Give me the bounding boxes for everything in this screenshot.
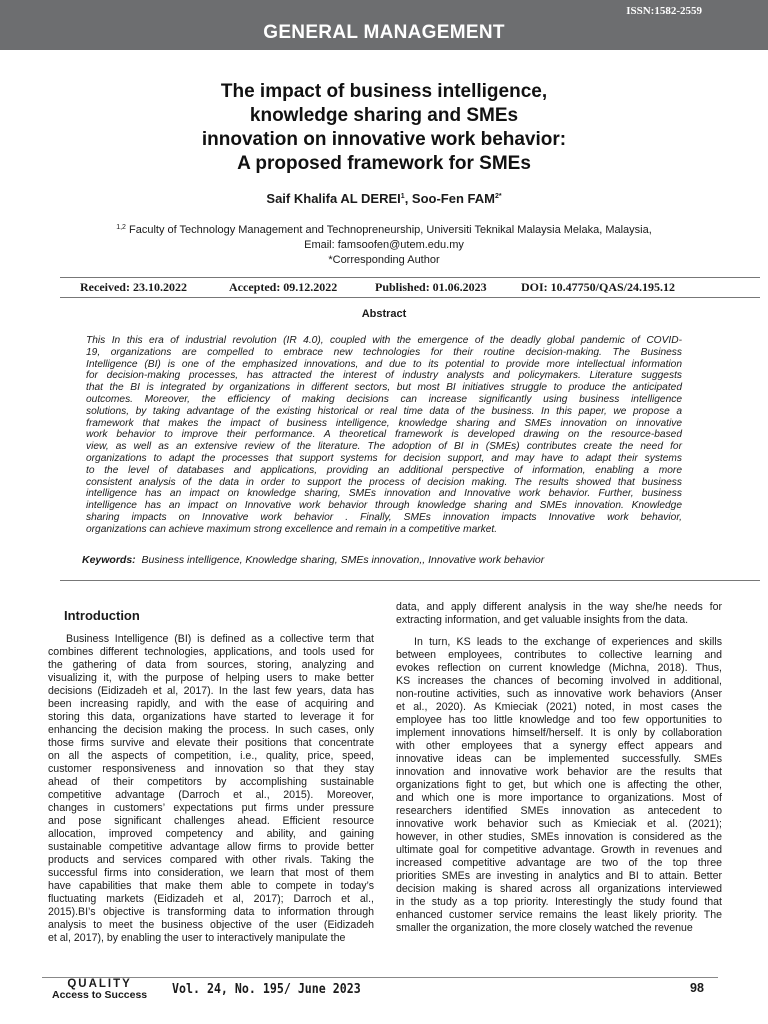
text-line: been increasing rapidly, and with the ease of acquiring and bbox=[48, 698, 374, 710]
text-line: view, as well as an extensive review of the literature. The adoption of BI in (SMEs) contributes create the need for bbox=[86, 441, 682, 453]
author-name: Saif Khalifa AL DEREI bbox=[266, 191, 401, 206]
text-line: researchers identified SMEs innovation as antecedent to bbox=[396, 805, 722, 817]
text-line: and pose significant challenges ahead. Efficient resource bbox=[48, 815, 374, 827]
right-column-continuation bbox=[396, 601, 722, 627]
text-line: et al, 2017), by enabling the user to interactively manipulate the bbox=[48, 932, 346, 944]
text-line: enhancing the decision making the process. In such cases, only bbox=[48, 724, 374, 736]
corresponding-author-note: *Corresponding Author bbox=[328, 254, 440, 266]
text-line: successful firms into consideration, we learn that most of them bbox=[48, 867, 374, 879]
text-line: organizations can achieve maximum strong excellence and remain in a competitive market. bbox=[86, 523, 498, 535]
affiliation bbox=[60, 220, 708, 268]
article-title bbox=[84, 80, 684, 176]
title-line: innovation on innovative work behavior: bbox=[201, 129, 567, 150]
keywords-text: Business intelligence, Knowledge sharing, SMEs innovation,, Innovative work behavior bbox=[141, 554, 545, 566]
text-line: In turn, KS leads to the exchange of experiences and skills bbox=[414, 636, 722, 648]
text-line: KS increases the chances of becoming involved in additional, bbox=[396, 675, 722, 687]
text-line: smaller the organization, the more closely watched the revenue bbox=[396, 922, 693, 934]
text-line: ultimate goal for competitive advantage. Growth in revenues and bbox=[396, 844, 722, 856]
journal-volume: Vol. 24, No. 195/ June 2023 bbox=[172, 981, 361, 997]
text-line: solutions, by taking advantage of the existing historical or real time data of the business. In this paper, we propose a bbox=[86, 405, 682, 417]
author-superscript: 2* bbox=[494, 193, 502, 200]
text-line: intelligence has an impact on Innovative work behavior through knowledge sharing and SMEs innovation. Knowledge bbox=[86, 500, 682, 512]
received-date: Received: 23.10.2022 bbox=[80, 280, 187, 294]
text-line: visualizing it, with the purpose of helping users to make better bbox=[48, 672, 374, 684]
text-line: priorities SMEs are investing in analytics and BI to attain. Better bbox=[396, 870, 722, 882]
text-line: however, in other studies, SMEs innovation is considered as the bbox=[396, 831, 722, 843]
text-line: on all the aspects of competition, i.e., quality, price, speed, bbox=[48, 750, 374, 762]
text-line: implement innovations himself/herself. It is only by collaboration bbox=[396, 727, 722, 739]
text-line: that the BI is integrated by organizations in different sectors, but most BI initiatives struggle to produce the anticipated bbox=[86, 382, 682, 394]
divider bbox=[60, 580, 760, 581]
text-line: fluctuating markets (Eidizadeh et al, 2017); Darroch et al., bbox=[48, 893, 374, 905]
text-line: and which one is more importance to organizations. Most of bbox=[396, 792, 722, 804]
author-name: Soo-Fen FAM bbox=[411, 191, 495, 206]
text-line: intelligence has an impact on knowledge sharing, SMEs innovation and Innovative work behavior. Further, business bbox=[86, 488, 682, 500]
page-number: 98 bbox=[690, 981, 704, 995]
divider bbox=[60, 297, 760, 298]
introduction-heading: Introduction bbox=[64, 608, 140, 623]
text-line: consistent analysis of the data in order to support the process of decision making. The results showed that business bbox=[86, 476, 682, 488]
text-line: Intelligence (BI) is one of the emphasized innovations, and due to its potential to provide more intellectual information bbox=[86, 358, 682, 370]
text-line: those firms survive and elevate their positions that concentrate bbox=[48, 737, 374, 749]
text-line: organizations fight to get, but which one is affecting the other, bbox=[396, 779, 722, 791]
issn: ISSN:1582-2559 bbox=[626, 5, 702, 17]
affiliation-text: Faculty of Technology Management and Technopreneurship, Universiti Teknikal Malaysia Melaka, Malaysia, bbox=[129, 224, 652, 236]
text-line: analysis to meet the business objective of the user (Eidizadeh bbox=[48, 919, 374, 931]
author-list bbox=[0, 191, 768, 206]
title-line: A proposed framework for SMEs bbox=[237, 153, 531, 174]
text-line: for decision-making processes, has attracted the interest of industry analysts and policymakers. Literature suggests bbox=[86, 370, 682, 382]
text-line: allocation, improved competency and ability, and gaining bbox=[48, 828, 374, 840]
text-line: innovative ideas can be implemented successfully. SMEs bbox=[396, 753, 722, 765]
abstract-body bbox=[86, 335, 682, 536]
text-line: decisions (Eidizadeh et al, 2017). In the last few years, data has bbox=[48, 685, 374, 697]
title-line: knowledge sharing and SMEs bbox=[249, 105, 519, 126]
abstract-heading: Abstract bbox=[361, 308, 407, 320]
footer-divider bbox=[42, 977, 718, 978]
text-line: competitive advantage (Darroch et al., 2015). Moreover, bbox=[48, 789, 374, 801]
author-separator: , bbox=[404, 191, 412, 206]
text-line: to the level of databases and applications, providing an additional perspective of information, enabling a more bbox=[86, 464, 682, 476]
text-line: in the study as a top priority. Interestingly the study found that bbox=[396, 896, 722, 908]
keywords-label: Keywords: bbox=[82, 554, 136, 566]
header-band bbox=[0, 0, 768, 50]
text-line: non-routine activities, such as innovative work behaviors (Anser bbox=[396, 688, 722, 700]
text-line: have capabilities that make them able to compete in today’s bbox=[48, 880, 374, 892]
footer-brand-logo bbox=[52, 979, 147, 1001]
text-line: 19, organizations are compelled to embrace new technologies for their routine decision-making. The Business bbox=[86, 346, 682, 358]
text-line: sharing impacts on Innovative work behavior . Finally, SMEs innovation impacts Innovative work behavior, bbox=[86, 511, 682, 523]
title-line: The impact of business intelligence, bbox=[220, 81, 548, 102]
divider bbox=[60, 277, 760, 278]
text-line: organizations to adapt the processes that support systems for decision support, and may have to adapt their systems bbox=[86, 452, 682, 464]
text-line: innovation and innovative work behavior are the results that bbox=[396, 766, 722, 778]
keywords bbox=[82, 554, 544, 566]
published-date: Published: 01.06.2023 bbox=[375, 280, 487, 294]
text-line: framework that makes the impact of business intelligence, knowledge sharing and SMEs innovation on innovative bbox=[86, 417, 682, 429]
text-line: 2015).BI’s objective is transforming data to information through bbox=[48, 906, 374, 918]
text-line: the gathering of data from sources, storing, analyzing and bbox=[48, 659, 374, 671]
right-column-text bbox=[396, 636, 722, 935]
author-superscript: 1 bbox=[400, 193, 405, 200]
text-line: employee has too little knowledge and too few opportunities to bbox=[396, 714, 722, 726]
text-line: products and services compared with other rivals. Taking the bbox=[48, 854, 374, 866]
text-line: ahead of their competitors by accomplishing sustainable bbox=[48, 776, 374, 788]
text-line: customer responsiveness and innovation so that they stay bbox=[48, 763, 374, 775]
section-label: GENERAL MANAGEMENT bbox=[263, 22, 505, 43]
text-line: storing this data, organizations have started to leverage it for bbox=[48, 711, 374, 723]
text-line: innovative work behavior such as Kmieciak et al. (2021); bbox=[396, 818, 722, 830]
text-line: outcomes. Moreover, the efficiency of making decisions can increase significantly using business intelligence bbox=[86, 393, 682, 405]
text-line: combines different technologies, applications, and tools used for bbox=[48, 646, 374, 658]
left-column-text bbox=[48, 633, 374, 945]
affiliation-superscript: 1,2 bbox=[116, 224, 126, 231]
text-line: data, and apply different analysis in the way she/he needs for bbox=[396, 601, 722, 613]
text-line: decision making is shared across all organizations interviewed bbox=[396, 883, 722, 895]
text-line: between employees, contributes to collective learning and bbox=[396, 649, 722, 661]
text-line: Business Intelligence (BI) is defined as a collective term that bbox=[66, 633, 374, 645]
text-line: changes in customers’ expectations put firms under pressure bbox=[48, 802, 374, 814]
text-line: with other employees that a synergy effect appears and bbox=[396, 740, 722, 752]
text-line: increased competitive advantage are two of the top three bbox=[396, 857, 722, 869]
affiliation-email: Email: famsoofen@utem.edu.my bbox=[304, 239, 464, 251]
text-line: sustainable competitive advantage allow firms to provide better bbox=[48, 841, 374, 853]
text-line: evokes reflection on current knowledge (Michna, 2018). Thus, bbox=[396, 662, 722, 674]
text-line: work behavior to improve their performance. A theoretical framework is developed drawing on the resource-based bbox=[86, 429, 682, 441]
text-line: This In this era of industrial revolution (IR 4.0), coupled with the emergence of the deadly global pandemic of COVID- bbox=[86, 335, 682, 346]
text-line: et al., 2020). As Kmieciak (2021) noted, in most cases the bbox=[396, 701, 722, 713]
doi: DOI: 10.47750/QAS/24.195.12 bbox=[521, 280, 676, 294]
text-line: enhanced customer service remains the least likely priority. The bbox=[396, 909, 722, 921]
brand-quality: QUALITY bbox=[67, 978, 132, 990]
brand-tagline: Access to Success bbox=[52, 989, 148, 1001]
accepted-date: Accepted: 09.12.2022 bbox=[229, 280, 338, 294]
text-line: extracting information, and get valuable insights from the data. bbox=[396, 614, 689, 626]
affiliation-line bbox=[60, 220, 708, 238]
